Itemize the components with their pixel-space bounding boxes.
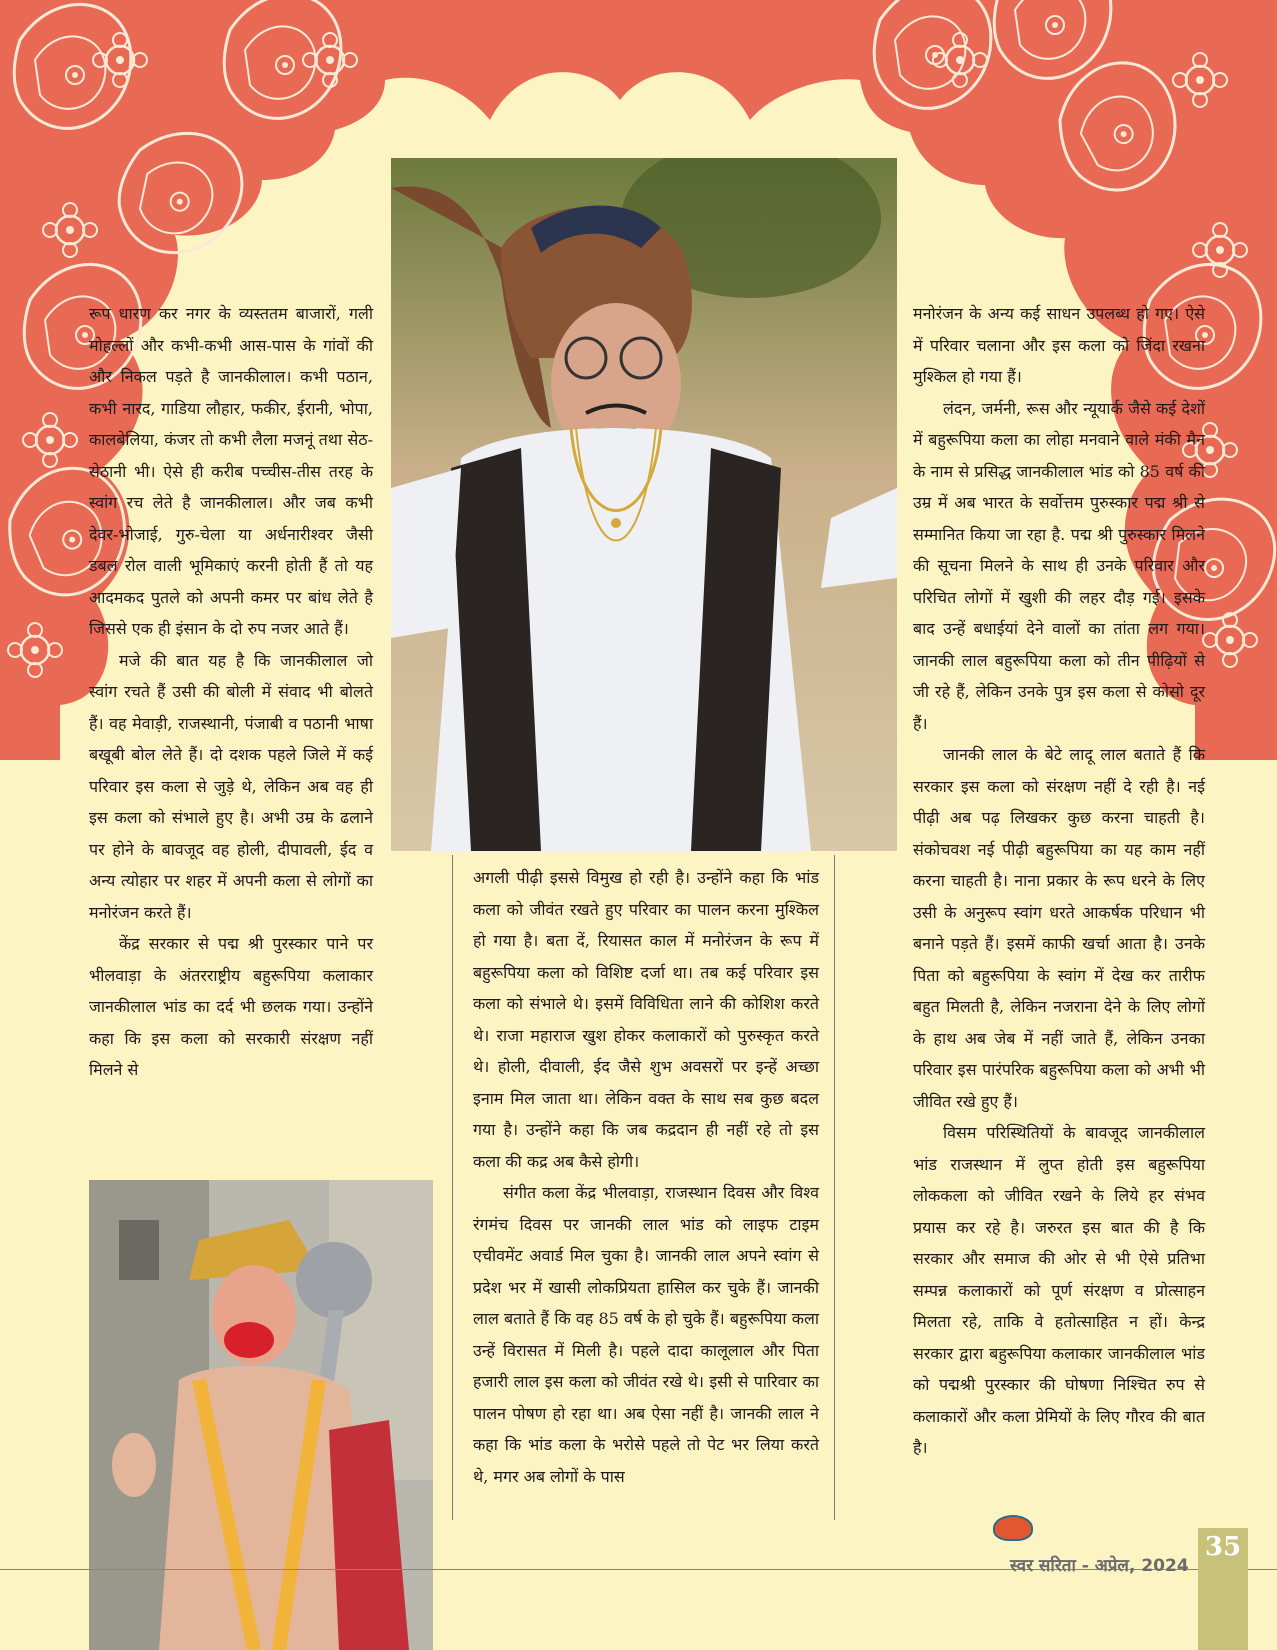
paragraph: अगली पीढ़ी इससे विमुख हो रही है। उन्होंने कहा कि भांड कला को जीवंत रखते हुए परिवार का पालन करना मुश्किल हो गया है। बता दें, रियासत काल में मनोरंजन के रूप में बहुरूपिया कला को विशिष्ट दर्जा था। तब कई परिवार इस कला को संभाले थे। इसमें विविधिता लाने की कोशिश करते थे। राजा महाराज खुश होकर कलाकारों को पुरुस्कृत करते थे। होली, दीवाली, ईद जैसे शुभ अवसरों पर इन्हें अच्छा इनाम मिल जाता था। लेकिन वक्त के साथ सब कुछ बदल गया है। उन्होंने कहा कि जब कद्रदान ही नहीं रहे तो इस कला की कद्र अब कैसे होगी। bbox=[473, 868, 819, 1171]
paragraph: मनोरंजन के अन्य कई साधन उपलब्ध हो गए। ऐसे में परिवार चलाना और इस कला को जिंदा रखना मुश्किल हो गया हैं। bbox=[913, 304, 1205, 386]
column-divider-right bbox=[834, 855, 835, 1520]
paragraph: विसम परिस्थितियों के बावजूद जानकीलाल भांड राजस्थान में लुप्त होती इस बहुरूपिया लोककला को जीवित रखने के लिये हर संभव प्रयास कर रहे है। जरुरत इस बात की है कि सरकार और समाज की ओर से भी ऐसे प्रतिभा सम्पन्न कलाकारों को पूर्ण संरक्षण व प्रोत्साहन मिलता रहे, ताकि वे हतोत्साहित न हों। केन्द्र सरकार द्वारा बहुरूपिया कलाकार जानकीलाल भांड को पद्मश्री पुरस्कार की घोषणा निश्चित रुप से कलाकारों और कला प्रेमियों के लिए गौरव की बात है। bbox=[913, 1123, 1205, 1457]
paragraph: संगीत कला केंद्र भीलवाड़ा, राजस्थान दिवस और विश्व रंगमंच दिवस पर जानकी लाल भांड को लाइफ टाइम एचीवमेंट अवार्ड मिल चुका है। जानकी लाल अपने स्वांग से प्रदेश भर में खासी लोकप्रियता हासिल कर चुके हैं। जानकी लाल बताते हैं कि वह 85 वर्ष के हो चुके हैं। बहुरूपिया कला उन्हें विरासत में मिली है। पहले दादा कालूलाल और पिता हजारी लाल इस कला को जीवंत रखे थे। इसी से पारिवार का पालन पोषण हो रहा था। अब ऐसा नहीं है। जानकी लाल ने कहा कि भांड कला के भरोसे पहले तो पेट भर लिया करते थे, मगर अब लोगों के पास bbox=[473, 1183, 819, 1486]
column-divider-left bbox=[452, 855, 453, 1520]
page-number: 35 bbox=[1204, 1532, 1242, 1562]
paragraph: लंदन, जर्मनी, रूस और न्यूयार्क जैसे कई देशों में बहुरूपिया कला का लोहा मनवाने वाले मंकी मैन के नाम से प्रसिद्ध जानकीलाल भांड को 85 वर्ष की उम्र में अब भारत के सर्वोत्तम पुरुस्कार पद्म श्री से सम्मानित किया जा रहा है. पद्म श्री पुरुस्कार मिलने की सूचना मिलने के साथ ही उनके परिवार और परिचित लोगों में खुशी की लहर दौड़ गई। इसके बाद उन्हें बधाईयां देने वालों का तांता लग गया। जानकी लाल बहुरूपिया कला को तीन पीढ़ियों से जी रहे हैं, लेकिन उनके पुत्र इस कला से कोसो दूर हैं। bbox=[913, 398, 1205, 733]
paragraph: मजे की बात यह है कि जानकीलाल जो स्वांग रचते हैं उसी की बोली में संवाद भी बोलते हैं। वह मेवाड़ी, राजस्थानी, पंजाबी व पठानी भाषा बखूबी बोल लेते हैं। दो दशक पहले जिले में कई परिवार इस कला से जुड़े थे, लेकिन अब वह ही इस कला को संभाले हुए है। अभी उम्र के ढलाने पर होने के बावजूद वह होली, दीपावली, ईद व अन्य त्योहार पर शहर में अपनी कला से लोगों का मनोरंजन करते हैं। bbox=[89, 650, 373, 922]
paragraph: केंद्र सरकार से पद्म श्री पुरस्कार पाने पर भीलवाड़ा के अंतरराष्ट्रीय बहुरूपिया कलाकार जानकीलाल भांड का दर्द भी छलक गया। उन्होंने कहा कि इस कला को सरकारी संरक्षण नहीं मिलने से bbox=[89, 934, 373, 1079]
paragraph: रूप धारण कर नगर के व्यस्ततम बाजारों, गली मोहल्लों और कभी-कभी आस-पास के गांवों की और निकल पड़ते है जानकीलाल। कभी पठान, कभी नारद, गाडिया लौहार, फकीर, ईरानी, भोपा, कालबेलिया, कंजर तो कभी लैला मजनूं तथा सेठ-सेठानी भी। ऐसे ही करीब पच्चीस-तीस तरह के स्वांग रच लेते है जानकीलाल। और जब कभी देवर-भोजाई, गुरु-चेला या अर्धनारीश्वर जैसी डबल रोल वाली भूमिकाएं करनी होती हैं तो यह आदमकद पुतले को अपनी कमर पर बांध लेते है जिससे एक ही इंसान के दो रुप नजर आते हैं। bbox=[89, 304, 373, 638]
page-number-tab bbox=[1198, 1528, 1248, 1650]
photo-hanuman-costume bbox=[89, 1180, 433, 1650]
right-column-text bbox=[913, 298, 1205, 1464]
main-photo-performer bbox=[391, 158, 897, 851]
paragraph: जानकी लाल के बेटे लादू लाल बताते हैं कि सरकार इस कला को संरक्षण नहीं दे रही है। नई पीढ़ी अब पढ़ लिखकर कुछ करना चाहती है। संकोचवश नई पीढ़ी बहुरूपिया का यह काम नहीं करना चाहती है। नाना प्रकार के रूप धरने के लिए उसी के अनुरूप स्वांग धरते आकर्षक परिधान भी बनाने पड़ते हैं। इसमें काफी खर्चा आता है। उनके पिता को बहुरूपिया के स्वांग में देख कर तारीफ बहुत मिलती है, लेकिन नजराना देने के लिए लोगों के हाथ अब जेब में नहीं जाते हैं, लेकिन उनका परिवार इस पारंपरिक बहुरूपिया कला को अभी भी जीवित रखे हुए हैं। bbox=[913, 745, 1205, 1111]
left-column-text bbox=[89, 298, 373, 1086]
middle-column-text bbox=[473, 862, 819, 1492]
end-mark-icon bbox=[993, 1515, 1033, 1541]
magazine-footer: स्वर सरिता - अप्रेल, 2024 bbox=[1010, 1556, 1189, 1576]
